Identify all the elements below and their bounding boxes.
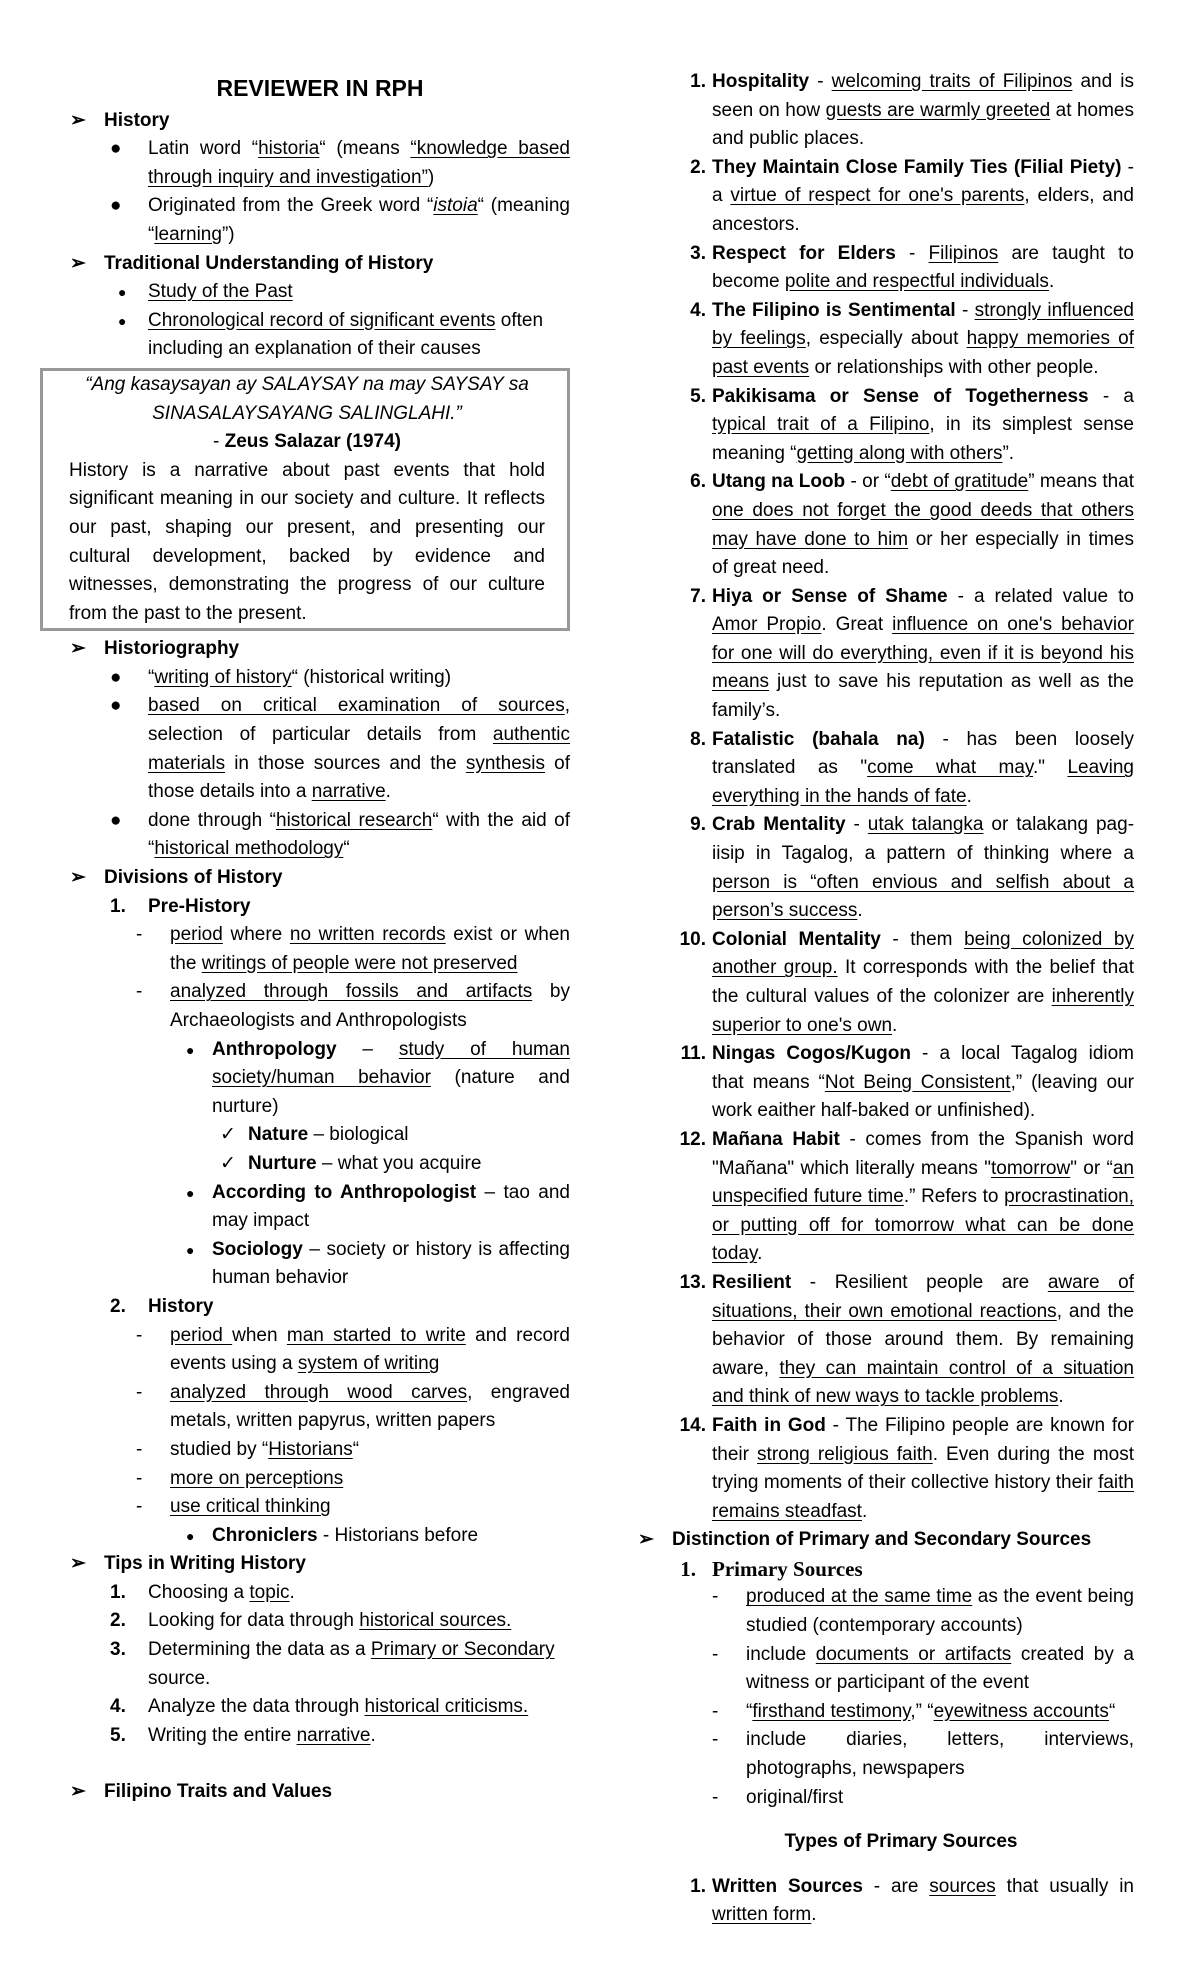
list-item: - more on perceptions — [70, 1465, 570, 1494]
trait-number: 8. — [690, 728, 706, 750]
list-item: 2. Looking for data through historical sources. — [110, 1610, 512, 1632]
list-item: ✓ Nature – biological — [70, 1121, 570, 1150]
trait-number: 3. — [690, 242, 706, 264]
trait-number: 10. — [679, 928, 706, 950]
heading-tips: ➢ Tips in Writing History — [70, 1550, 570, 1579]
list-item: ● According to Anthropologist – tao and may impact — [70, 1179, 570, 1236]
dash-icon: - — [712, 1586, 719, 1608]
trait-item: 7. Hiya or Sense of Shame - a related value to Amor Propio. Great influence on one's behavior for one will do everything, even if it is beyond his means just to save his reputation as well as the family’s. — [668, 583, 1134, 726]
trait-item: 12. Mañana Habit - comes from the Spanish word "Mañana" which literally means "tomorrow" or “an unspecified future time.” Refers to procrastination, or putting off for tomorrow what can be done today. — [668, 1126, 1134, 1269]
trait-number: 6. — [690, 471, 706, 493]
trait-item: 10. Colonial Mentality - them being colonized by another group. It corresponds with the belief that the cultural values of the colonizer are inherently superior to one's own. — [668, 926, 1134, 1040]
heading-divisions: ➢ Divisions of History — [70, 864, 570, 893]
heading-traditional: ➢ Traditional Understanding of History — [70, 250, 570, 279]
trait-item: 1. Hospitality - welcoming traits of Filipinos and is seen on how guests are warmly greeted at homes and public places. — [668, 68, 1134, 154]
list-item: - original/first — [668, 1784, 1134, 1813]
trait-title: Hiya or Sense of Shame — [712, 585, 948, 607]
traits-list — [668, 68, 1134, 1526]
bullet-icon: ● — [110, 809, 122, 831]
trait-title: Pakikisama or Sense of Togetherness — [712, 385, 1089, 407]
right-column — [638, 68, 1135, 1930]
dash-icon: - — [136, 924, 143, 946]
list-item: - analyzed through wood carves, engraved metals, written papyrus, written papers — [70, 1379, 570, 1436]
list-item: - period where no written records exist or when the writings of people were not preserved — [70, 921, 570, 978]
subheading-history: 2. History — [110, 1295, 214, 1317]
page-title: REVIEWER IN RPH — [216, 75, 424, 101]
trait-number: 12. — [679, 1128, 706, 1150]
heading-filipino-traits: ➢ Filipino Traits and Values — [70, 1778, 570, 1807]
dash-icon: - — [136, 981, 143, 1003]
trait-item: 9. Crab Mentality - utak talangka or talakang pag-iisip in Tagalog, a pattern of thinking where a person is “often envious and selfish about a person’s success. — [668, 811, 1134, 925]
list-item: ● Chronological record of significant events often including an explanation of their causes — [70, 307, 570, 364]
quote-text: “Ang kasaysayan ay SALAYSAY na may SAYSAY sa SINASALAYSAYANG SALINGLAHI.” — [85, 373, 529, 424]
trait-title: Fatalistic (bahala na) — [712, 728, 925, 750]
left-column — [70, 68, 570, 1807]
list-item: ● Chroniclers - Historians before — [70, 1522, 570, 1551]
check-icon: ✓ — [220, 1152, 236, 1174]
check-icon: ✓ — [220, 1124, 236, 1146]
trait-number: 11. — [680, 1043, 706, 1065]
list-item: ● Study of the Past — [70, 278, 570, 307]
trait-item: 3. Respect for Elders - Filipinos are taught to become polite and respectful individuals. — [668, 240, 1134, 297]
list-item: - period when man started to write and record events using a system of writing — [70, 1322, 570, 1379]
list-item: - “firsthand testimony,” “eyewitness accounts“ — [668, 1698, 1134, 1727]
trait-title: Hospitality — [712, 71, 810, 92]
list-item: ● Anthropology – study of human society/human behavior (nature and nurture) — [70, 1036, 570, 1122]
trait-title: The Filipino is Sentimental — [712, 299, 956, 321]
dash-icon: - — [136, 1381, 143, 1403]
trait-title: Utang na Loob — [712, 471, 846, 493]
arrow-icon: ➢ — [70, 638, 86, 660]
trait-item: 2. They Maintain Close Family Ties (Filial Piety) - a virtue of respect for one's parents, elders, and ancestors. — [668, 154, 1134, 240]
bullet-icon: ● — [186, 1041, 195, 1058]
trait-title: Crab Mentality — [712, 814, 846, 836]
trait-item: 11. Ningas Cogos/Kugon - a local Tagalog idiom that means “Not Being Consistent,” (leaving our work eaither half-baked or unfinished). — [668, 1040, 1134, 1126]
dash-icon: - — [136, 1438, 143, 1460]
arrow-icon: ➢ — [70, 252, 86, 274]
bullet-icon: ● — [118, 284, 127, 301]
list-item: ● Originated from the Greek word “istoia“ (meaning “learning”) — [70, 192, 570, 249]
list-item: ● Sociology – society or history is affecting human behavior — [70, 1236, 570, 1293]
list-item: 1. Written Sources - are sources that usually in written form. — [690, 1875, 1134, 1926]
arrow-icon: ➢ — [70, 1553, 86, 1575]
list-item: - include diaries, letters, interviews, photographs, newspapers — [668, 1726, 1134, 1783]
trait-title: Mañana Habit — [712, 1128, 840, 1150]
bullet-icon: ● — [186, 1527, 195, 1544]
trait-number: 14. — [679, 1414, 706, 1436]
dash-icon: - — [712, 1700, 719, 1722]
arrow-icon: ➢ — [70, 867, 86, 889]
trait-number: 13. — [679, 1271, 706, 1293]
trait-number: 7. — [690, 585, 706, 607]
list-item: ● based on critical examination of sources, selection of particular details from authentic materials in those sources and the synthesis of those details into a narrative. — [70, 692, 570, 806]
bullet-icon: ● — [186, 1184, 195, 1201]
heading-history: ➢ History — [70, 107, 570, 136]
trait-title: They Maintain Close Family Ties (Filial Piety) — [712, 156, 1122, 178]
trait-number: 5. — [690, 385, 706, 407]
list-item: ● Latin word “historia“ (means “knowledge based through inquiry and investigation”) — [70, 135, 570, 192]
bullet-icon: ● — [110, 138, 122, 160]
bullet-icon: ● — [110, 195, 122, 217]
list-item: 5. Writing the entire narrative. — [110, 1724, 376, 1746]
heading-historiography: ➢ Historiography — [70, 635, 570, 664]
bullet-icon: ● — [186, 1241, 195, 1258]
trait-title: Resilient — [712, 1271, 792, 1293]
list-item: ● done through “historical research“ with the aid of “historical methodology“ — [70, 807, 570, 864]
trait-number: 1. — [690, 71, 706, 92]
dash-icon: - — [712, 1729, 719, 1751]
dash-icon: - — [712, 1643, 719, 1665]
arrow-icon: ➢ — [70, 109, 86, 131]
bullet-icon: ● — [110, 666, 122, 688]
list-item: 3. Determining the data as a Primary or Secondary source. — [110, 1639, 555, 1689]
types-heading: Types of Primary Sources — [784, 1831, 1018, 1853]
trait-item: 6. Utang na Loob - or “debt of gratitude” means that one does not forget the good deeds that others may have done to him or her especially in times of great need. — [668, 468, 1134, 582]
list-item: 4. Analyze the data through historical criticisms. — [110, 1696, 529, 1718]
bullet-icon: ● — [110, 695, 122, 717]
list-item: ✓ Nurture – what you acquire — [70, 1150, 570, 1179]
subheading-primary-sources: 1. Primary Sources — [680, 1556, 863, 1581]
list-item: - include documents or artifacts created by a witness or participant of the event — [668, 1641, 1134, 1698]
quote-author: - Zeus Salazar (1974) — [213, 431, 401, 453]
dash-icon: - — [136, 1467, 143, 1489]
trait-item: 8. Fatalistic (bahala na) - has been loosely translated as "come what may." Leaving everything in the hands of fate. — [668, 726, 1134, 812]
arrow-icon: ➢ — [638, 1529, 654, 1551]
quote-body: History is a narrative about past events that hold significant meaning in our society and culture. It reflects our past, shaping our present, and presenting our cultural development, backed by evidence and witnesses, demonstrating the progress of our culture from the past to the present. — [69, 459, 545, 624]
list-item: 1. Choosing a topic. — [110, 1581, 295, 1603]
subheading-prehistory: 1. Pre-History — [110, 895, 251, 917]
arrow-icon: ➢ — [70, 1781, 86, 1803]
trait-item: 4. The Filipino is Sentimental - strongly influenced by feelings, especially about happy memories of past events or relationships with other people. — [668, 297, 1134, 383]
trait-title: Colonial Mentality — [712, 928, 881, 950]
dash-icon: - — [136, 1496, 143, 1518]
trait-item: 13. Resilient - Resilient people are aware of situations, their own emotional reactions, and the behavior of those around them. By remaining aware, they can maintain control of a situation and think of new ways to tackle problems. — [668, 1269, 1134, 1412]
quote-box — [40, 368, 570, 631]
trait-item: 14. Faith in God - The Filipino people are known for their strong religious faith. Even during the most trying moments of their collective history their faith remains steadfast. — [668, 1412, 1134, 1526]
trait-number: 4. — [690, 299, 706, 321]
trait-title: Faith in God — [712, 1414, 826, 1436]
trait-number: 9. — [690, 814, 706, 836]
trait-number: 2. — [690, 156, 706, 178]
list-item: - studied by “Historians“ — [70, 1436, 570, 1465]
list-item: ● “writing of history“ (historical writing) — [70, 664, 570, 693]
trait-title: Ningas Cogos/Kugon — [712, 1043, 911, 1065]
trait-title: Respect for Elders — [712, 242, 896, 264]
dash-icon: - — [136, 1324, 143, 1346]
list-item: - use critical thinking — [70, 1493, 570, 1522]
trait-item: 5. Pakikisama or Sense of Togetherness - a typical trait of a Filipino, in its simplest sense meaning “getting along with others”. — [668, 383, 1134, 469]
dash-icon: - — [712, 1786, 719, 1808]
list-item: - produced at the same time as the event being studied (contemporary accounts) — [668, 1583, 1134, 1640]
bullet-icon: ● — [118, 312, 127, 329]
list-item: - analyzed through fossils and artifacts by Archaeologists and Anthropologists — [70, 978, 570, 1035]
heading-distinction: ➢ Distinction of Primary and Secondary Sources — [638, 1526, 1134, 1555]
